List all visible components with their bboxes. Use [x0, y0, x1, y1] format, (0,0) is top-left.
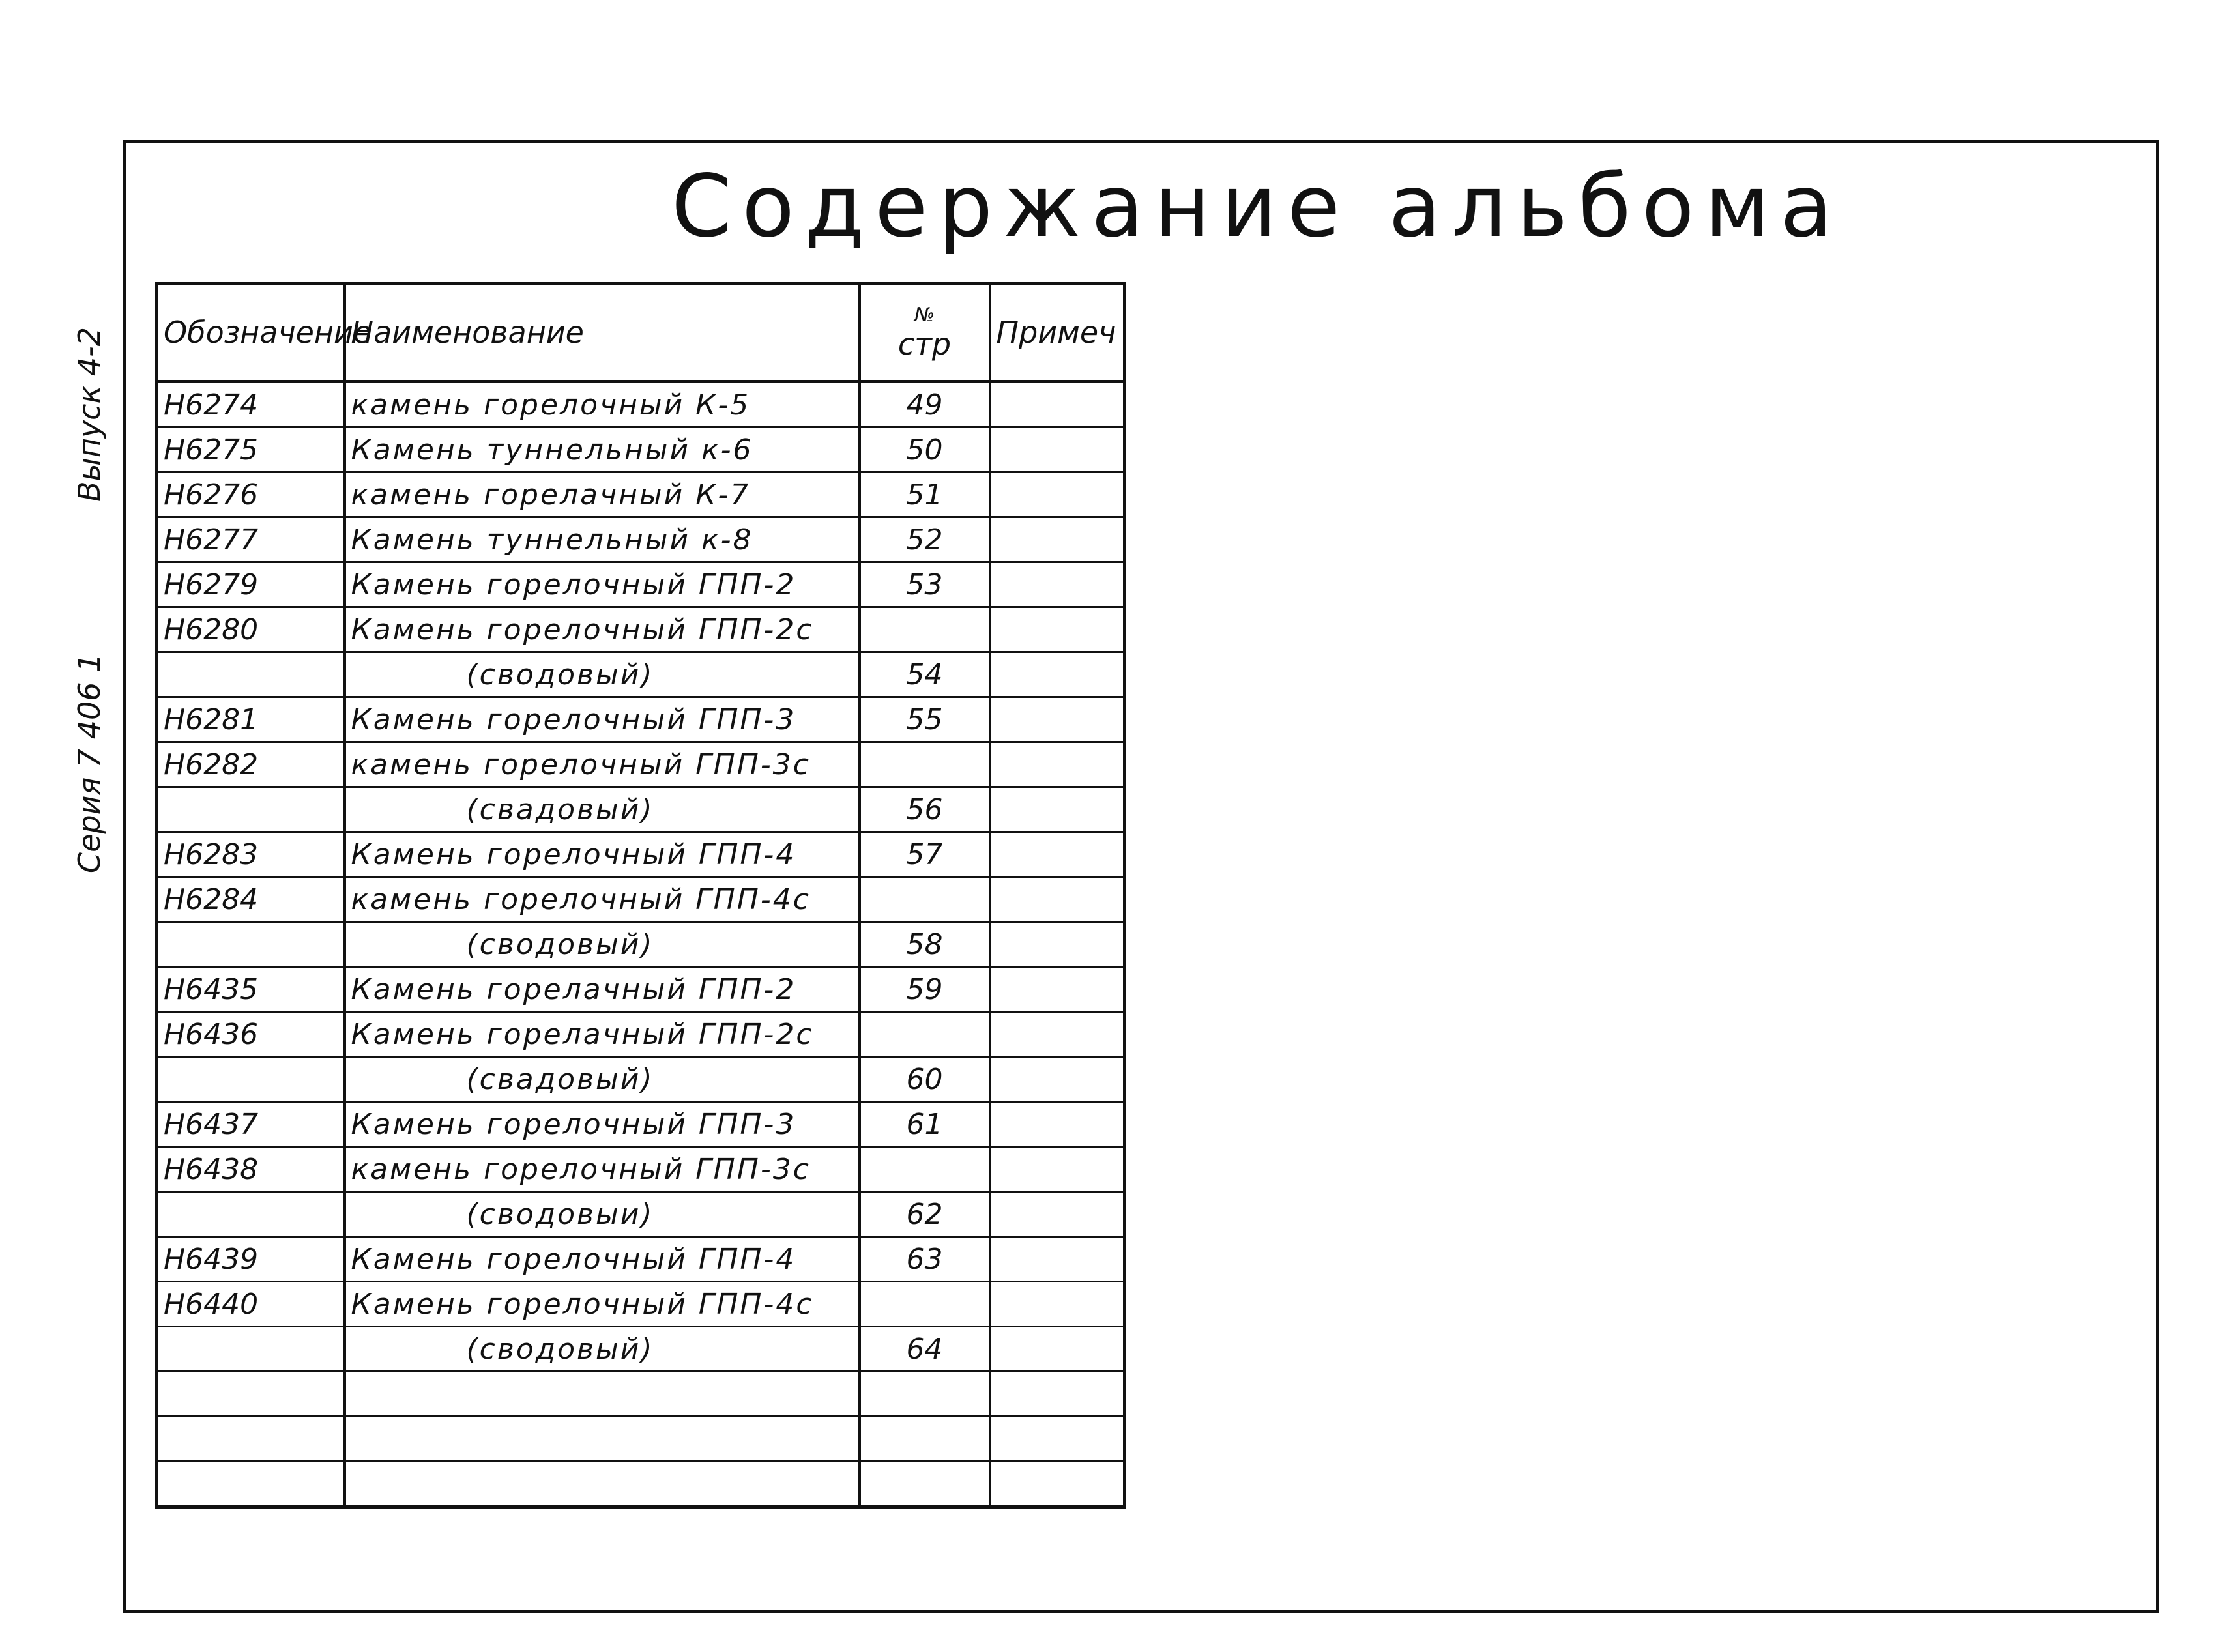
cell-note: [990, 697, 1125, 742]
table-row: [157, 1102, 1125, 1147]
cell-code: Н6435: [157, 967, 345, 1012]
table-row: [157, 652, 1125, 697]
cell-page: 51: [860, 472, 990, 517]
table-row: [157, 1057, 1125, 1102]
cell-page: [860, 742, 990, 787]
cell-code: Н6436: [157, 1012, 345, 1057]
cell-note: [990, 967, 1125, 1012]
cell-name: (сводовыи): [345, 1192, 860, 1237]
cell-note: [990, 1012, 1125, 1057]
table-row: [157, 1327, 1125, 1372]
cell-code: [157, 1057, 345, 1102]
cell-page: [860, 1282, 990, 1327]
cell-code: Н6438: [157, 1147, 345, 1192]
cell-name: Камень горелочный ГПП-3: [345, 697, 860, 742]
cell-page: 57: [860, 832, 990, 877]
cell-note: [990, 562, 1125, 607]
cell-page: 63: [860, 1237, 990, 1282]
cell-code: Н6440: [157, 1282, 345, 1327]
cell-name: (сводовый): [345, 1327, 860, 1372]
cell-note: [990, 1102, 1125, 1147]
cell-name: Камень туннельный к-8: [345, 517, 860, 562]
cell-note: [990, 1462, 1125, 1507]
header-code: Обозначение: [157, 283, 345, 382]
cell-name: камень горелочный ГПП-4с: [345, 877, 860, 922]
cell-code: [157, 1372, 345, 1417]
cell-page: 61: [860, 1102, 990, 1147]
cell-note: [990, 1192, 1125, 1237]
cell-page: 56: [860, 787, 990, 832]
table-row: [157, 1237, 1125, 1282]
table-row: [157, 1282, 1125, 1327]
cell-name: [345, 1462, 860, 1507]
table-row: [157, 472, 1125, 517]
cell-page: [860, 1462, 990, 1507]
header-page-label: стр: [897, 326, 952, 362]
side-issue-label: Выпуск 4-2: [72, 326, 107, 502]
cell-code: Н6284: [157, 877, 345, 922]
cell-page: [860, 877, 990, 922]
cell-note: [990, 382, 1125, 427]
cell-page: [860, 1417, 990, 1462]
cell-name: Камень горелачный ГПП-2с: [345, 1012, 860, 1057]
cell-page: 55: [860, 697, 990, 742]
cell-note: [990, 922, 1125, 967]
cell-note: [990, 742, 1125, 787]
cell-code: Н6283: [157, 832, 345, 877]
cell-page: 54: [860, 652, 990, 697]
cell-name: [345, 1417, 860, 1462]
cell-name: камень горелочный ГПП-3с: [345, 742, 860, 787]
cell-page: [860, 607, 990, 652]
cell-note: [990, 652, 1125, 697]
cell-code: Н6276: [157, 472, 345, 517]
cell-note: [990, 607, 1125, 652]
table-row: [157, 787, 1125, 832]
cell-note: [990, 1057, 1125, 1102]
cell-page: 58: [860, 922, 990, 967]
table-row: [157, 427, 1125, 472]
table-row: [157, 922, 1125, 967]
cell-code: [157, 1417, 345, 1462]
cell-note: [990, 787, 1125, 832]
cell-note: [990, 1327, 1125, 1372]
cell-page: 62: [860, 1192, 990, 1237]
cell-code: [157, 652, 345, 697]
cell-name: [345, 1372, 860, 1417]
cell-page: 52: [860, 517, 990, 562]
table-row: [157, 1372, 1125, 1417]
table-row: [157, 697, 1125, 742]
cell-name: камень горелочный ГПП-3с: [345, 1147, 860, 1192]
cell-code: Н6275: [157, 427, 345, 472]
cell-note: [990, 832, 1125, 877]
cell-code: Н6280: [157, 607, 345, 652]
table-row: [157, 1462, 1125, 1507]
cell-name: Камень горелочный ГПП-4: [345, 832, 860, 877]
cell-code: Н6281: [157, 697, 345, 742]
header-page-number-sign: №: [914, 304, 935, 326]
cell-page: 53: [860, 562, 990, 607]
table-header-row: [157, 283, 1125, 382]
table-row: [157, 1192, 1125, 1237]
table-row: [157, 1417, 1125, 1462]
cell-note: [990, 877, 1125, 922]
table-row: [157, 1147, 1125, 1192]
cell-code: [157, 1462, 345, 1507]
cell-note: [990, 517, 1125, 562]
cell-note: [990, 1147, 1125, 1192]
cell-page: [860, 1012, 990, 1057]
cell-note: [990, 427, 1125, 472]
cell-page: 49: [860, 382, 990, 427]
page-title: Содержание альбома: [671, 156, 1843, 257]
cell-page: 50: [860, 427, 990, 472]
cell-page: 59: [860, 967, 990, 1012]
cell-code: [157, 1327, 345, 1372]
cell-name: Камень туннельный к-6: [345, 427, 860, 472]
cell-name: Камень горелочный ГПП-2: [345, 562, 860, 607]
table-row: [157, 1012, 1125, 1057]
cell-code: Н6437: [157, 1102, 345, 1147]
cell-name: Камень горелочный ГПП-2с: [345, 607, 860, 652]
cell-code: Н6282: [157, 742, 345, 787]
cell-page: [860, 1372, 990, 1417]
cell-code: Н6274: [157, 382, 345, 427]
cell-note: [990, 1417, 1125, 1462]
header-page: [860, 283, 990, 382]
table-row: [157, 832, 1125, 877]
cell-page: 64: [860, 1327, 990, 1372]
cell-name: (свадовый): [345, 787, 860, 832]
contents-table: [155, 282, 1126, 1509]
header-note: Примеч: [990, 283, 1125, 382]
cell-name: (свадовый): [345, 1057, 860, 1102]
cell-name: камень горелачный К-7: [345, 472, 860, 517]
table-row: [157, 517, 1125, 562]
side-series-label: Серия 7 406 1: [72, 653, 107, 873]
cell-code: Н6277: [157, 517, 345, 562]
cell-name: камень горелочный К-5: [345, 382, 860, 427]
table-row: [157, 967, 1125, 1012]
table-row: [157, 742, 1125, 787]
cell-name: (сводовый): [345, 922, 860, 967]
table-row: [157, 382, 1125, 427]
table-row: [157, 607, 1125, 652]
cell-note: [990, 472, 1125, 517]
cell-name: (сводовый): [345, 652, 860, 697]
cell-note: [990, 1282, 1125, 1327]
cell-code: [157, 922, 345, 967]
table-row: [157, 562, 1125, 607]
header-name: Наименование: [345, 283, 860, 382]
cell-page: 60: [860, 1057, 990, 1102]
table-row: [157, 877, 1125, 922]
cell-code: Н6439: [157, 1237, 345, 1282]
cell-note: [990, 1237, 1125, 1282]
cell-name: Камень горелочный ГПП-4: [345, 1237, 860, 1282]
cell-page: [860, 1147, 990, 1192]
cell-code: [157, 787, 345, 832]
cell-name: Камень горелочный ГПП-4с: [345, 1282, 860, 1327]
cell-name: Камень горелачный ГПП-2: [345, 967, 860, 1012]
cell-note: [990, 1372, 1125, 1417]
cell-code: Н6279: [157, 562, 345, 607]
cell-code: [157, 1192, 345, 1237]
cell-name: Камень горелочный ГПП-3: [345, 1102, 860, 1147]
